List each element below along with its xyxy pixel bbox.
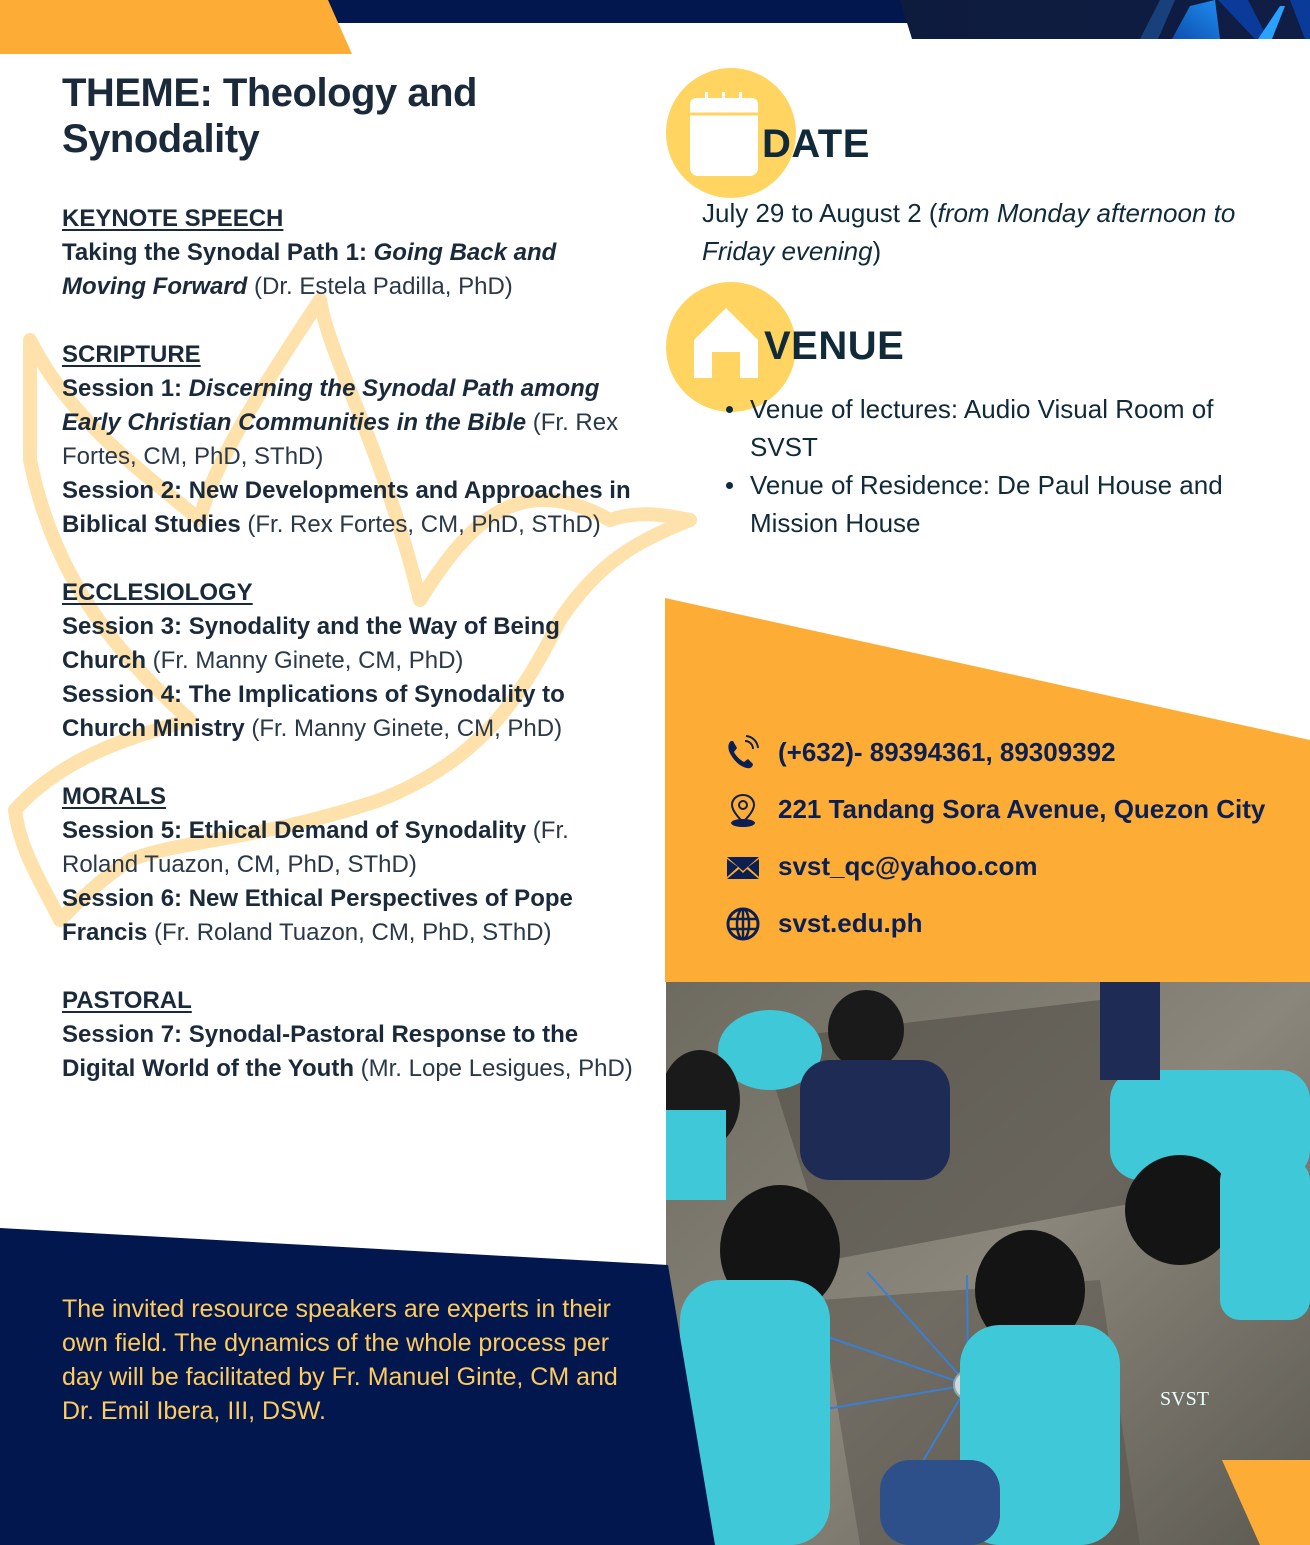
section-ecclesiology [62, 576, 642, 746]
date-close: ) [872, 236, 882, 266]
section-morals [62, 780, 642, 950]
globe-icon [724, 905, 762, 943]
session-item [62, 678, 642, 746]
date-text [702, 194, 1262, 270]
section-pastoral [62, 984, 642, 1086]
section-heading: MORALS [62, 783, 166, 810]
session-speaker: (Fr. Rex Fortes, CM, PhD, SThD) [62, 409, 619, 470]
section-heading: SCRIPTURE [62, 341, 201, 368]
group-activity-photo [660, 980, 1310, 1545]
session-label: Session 1: [62, 375, 189, 402]
contact-address-text: 221 Tandang Sora Avenue, Quezon City [778, 794, 1266, 824]
session-speaker: (Fr. Manny Ginete, CM, PhD) [146, 647, 464, 674]
contact-list [724, 724, 1304, 952]
location-pin-icon [724, 791, 762, 829]
photo-shirt-text: SVST [1160, 1388, 1209, 1410]
session-speaker: (Fr. Roland Tuazon, CM, PhD, SThD) [147, 919, 552, 946]
session-title: Synodal-Pastoral Response to the Digital World of the Youth [62, 1021, 579, 1082]
contact-website [724, 895, 1304, 952]
venue-list [722, 390, 1262, 542]
contact-phone [724, 724, 1304, 781]
session-label: Session 6: [62, 885, 189, 912]
section-scripture [62, 338, 642, 542]
session-label: Session 5: [62, 817, 189, 844]
section-heading: KEYNOTE SPEECH [62, 205, 284, 232]
section-heading: PASTORAL [62, 987, 192, 1014]
session-title: New Developments and Approaches in Biblical Studies [62, 477, 631, 538]
session-speaker: (Fr. Roland Tuazon, CM, PhD, SThD) [62, 817, 569, 878]
section-heading: ECCLESIOLOGY [62, 579, 253, 606]
date-range: July 29 to August 2 ( [702, 198, 938, 228]
session-item [62, 882, 642, 950]
session-title: Going Back and Moving Forward [62, 239, 557, 300]
session-speaker: (Mr. Lope Lesigues, PhD) [353, 1055, 633, 1082]
venue-item: Venue of Residence: De Paul House and Mission House [722, 466, 1262, 542]
top-left-orange-shape [0, 0, 352, 54]
session-item [62, 610, 642, 678]
session-item [62, 814, 642, 882]
session-label: Session 4: [62, 681, 189, 708]
session-title: Discerning the Synodal Path among Early Christian Communities in the Bible [62, 375, 600, 436]
session-label: Taking the Synodal Path 1: [62, 239, 374, 266]
contact-email-text[interactable]: svst_qc@yahoo.com [778, 851, 1038, 881]
session-speaker: (Fr. Manny Ginete, CM, PhD) [244, 715, 563, 742]
venue-heading: VENUE [764, 324, 905, 368]
session-label: Session 2: [62, 477, 189, 504]
session-label: Session 3: [62, 613, 189, 640]
session-item [62, 236, 642, 304]
program-column [62, 70, 642, 1086]
date-detail: from Monday afternoon to Friday evening [702, 198, 1236, 266]
session-title: Synodality and the Way of Being Church [62, 613, 560, 674]
session-item [62, 474, 642, 542]
envelope-icon [724, 848, 762, 886]
session-item [62, 1018, 642, 1086]
session-item [62, 372, 642, 474]
session-speaker: (Dr. Estela Padilla, PhD) [247, 273, 513, 300]
theme-title: THEME: Theology and Synodality [62, 71, 477, 161]
section-keynote [62, 202, 642, 304]
session-label: Session 7: [62, 1021, 189, 1048]
contact-address [724, 781, 1304, 838]
contact-phone-text[interactable]: (+632)- 89394361, 89309392 [778, 737, 1116, 767]
session-speaker: (Fr. Rex Fortes, CM, PhD, SThD) [240, 511, 601, 538]
session-title: The Implications of Synodality to Church Ministry [62, 681, 565, 742]
date-heading: DATE [762, 122, 870, 166]
facilitator-note: The invited resource speakers are experts in their own field. The dynamics of the whole process per day will be facilitated by Fr. Manuel Ginte, CM and Dr. Emil Ibera, III, DSW. [62, 1295, 618, 1425]
venue-item: Venue of lectures: Audio Visual Room of SVST [722, 390, 1262, 466]
session-title: New Ethical Perspectives of Pope Francis [62, 885, 573, 946]
contact-email [724, 838, 1304, 895]
contact-website-text[interactable]: svst.edu.ph [778, 908, 923, 938]
phone-icon [724, 734, 762, 772]
session-title: Ethical Demand of Synodality [188, 817, 527, 844]
